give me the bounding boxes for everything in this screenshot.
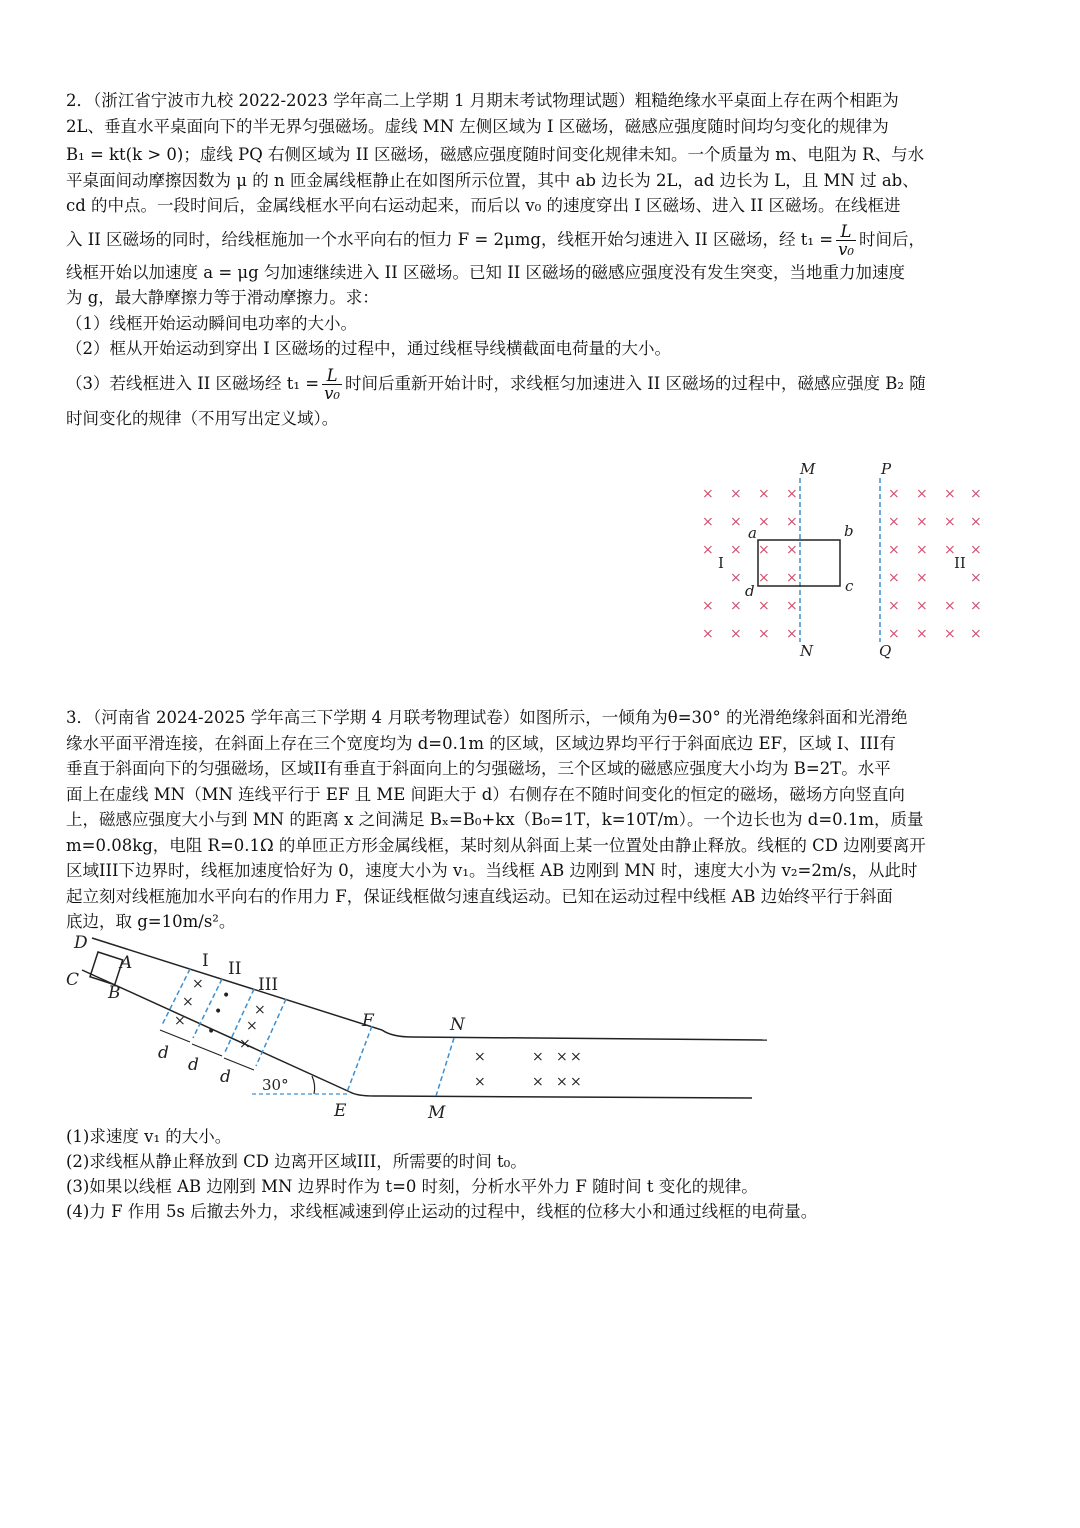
q2-cross: ×	[916, 514, 928, 530]
q2-cross: ×	[888, 542, 900, 558]
q3-field-horizontal: ×	[474, 1074, 486, 1090]
q3-square-frame	[90, 952, 123, 985]
q2-field-right	[888, 486, 982, 642]
q2-cross: ×	[730, 542, 742, 558]
q3-field-in: ×	[182, 994, 194, 1010]
q2-cross: ×	[970, 514, 982, 530]
q2-label-d: d	[745, 582, 755, 600]
q2-line-6	[66, 223, 1010, 258]
q2-cross: ×	[758, 598, 770, 614]
q3-label-m: M	[428, 1103, 446, 1123]
q3-label-n: N	[450, 1015, 465, 1035]
q3-label-f: F	[362, 1011, 374, 1031]
q3-line-4: 面上在虚线 MN（MN 连线平行于 EF 且 ME 间距大于 d）右侧存在不随时间变化的恒定的磁场，磁场方向竖直向	[66, 784, 905, 804]
q3-horizontal-lower	[374, 1096, 752, 1098]
q2-cross: ×	[916, 542, 928, 558]
q2-cross: ×	[758, 486, 770, 502]
q3-label-d-corner: D	[74, 933, 88, 953]
q2-label-region-ii: II	[954, 554, 966, 572]
q3-boundary-ef	[347, 1026, 372, 1092]
q2-label-c: c	[845, 577, 854, 595]
q3-field-out: •	[207, 1024, 216, 1040]
q2-cross: ×	[702, 486, 714, 502]
q2-label-b: b	[844, 522, 854, 540]
q2-cross: ×	[786, 598, 798, 614]
q2-cross: ×	[786, 514, 798, 530]
q2-subquestion-1: （1）线框开始运动瞬间电功率的大小。	[66, 313, 357, 333]
q2-line-4: 平桌面间动摩擦因数为 μ 的 n 匝金属线框静止在如图所示位置，其中 ab 边长为 2L，ad 边长为 L，且 MN 过 ab、	[66, 170, 919, 190]
q2-label-m: M	[800, 460, 816, 478]
q3-label-c-corner: C	[66, 970, 80, 990]
q3-subquestion-2: (2)求线框从静止释放到 CD 边离开区域III，所需要的时间 t₀。	[66, 1152, 527, 1171]
q2-label-n: N	[800, 642, 814, 660]
q2-line-3: B₁ = kt(k > 0)；虚线 PQ 右侧区域为 II 区磁场，磁感应强度随时间变化规律未知。一个质量为 m、电阻为 R、与水	[66, 145, 925, 164]
q2-cross: ×	[786, 626, 798, 642]
q2-t1-fraction	[836, 223, 856, 258]
q2-subquestion-2: （2）框从开始运动到穿出 I 区磁场的过程中，通过线框导线横截面电荷量的大小。	[66, 339, 672, 358]
q2-cross: ×	[944, 626, 956, 642]
q2-cross: ×	[786, 542, 798, 558]
q2-cross: ×	[970, 542, 982, 558]
q2-label-a: a	[748, 524, 757, 542]
q2-cross: ×	[730, 626, 742, 642]
q2-sub3-b: 时间后重新开始计时，求线框匀加速进入 II 区磁场的过程中，磁感应强度 B₂ 随	[345, 373, 926, 393]
q2-cross: ×	[730, 598, 742, 614]
q2-label-p: P	[881, 460, 892, 478]
q3-transition-upper	[382, 1030, 412, 1037]
q2-cross: ×	[702, 514, 714, 530]
q3-field-out: •	[222, 988, 231, 1004]
q2-label-q: Q	[879, 642, 892, 660]
q3-label-width-1: d	[158, 1043, 169, 1063]
q2-cross: ×	[916, 486, 928, 502]
q3-width-arrow-1	[160, 1030, 190, 1042]
q2-t1-denominator: v₀	[838, 239, 854, 259]
q2-cross: ×	[702, 598, 714, 614]
q3-label-angle: 30°	[262, 1076, 289, 1094]
q3-field-in: ×	[174, 1013, 186, 1029]
q2-cross: ×	[730, 570, 742, 586]
q2-line-2: 2L、垂直水平桌面向下的半无界匀强磁场。虚线 MN 左侧区域为 I 区磁场，磁感应强度随时间均匀变化的规律为	[66, 116, 889, 136]
q2-subquestion-3-cont: 时间变化的规律（不用写出定义域）。	[66, 408, 339, 428]
q3-field-horizontal: ×	[474, 1049, 486, 1065]
q2-cross: ×	[888, 514, 900, 530]
q2-cross: ×	[970, 486, 982, 502]
q3-label-b-corner: B	[108, 983, 121, 1003]
q2-cross: ×	[758, 514, 770, 530]
q3-field-horizontal: ×	[556, 1074, 568, 1090]
q2-line-8: 为 g，最大静摩擦力等于滑动摩擦力。求：	[66, 288, 379, 307]
q2-t1-numerator: L	[836, 223, 856, 241]
q3-label-a-corner: A	[120, 953, 133, 973]
q2-cross: ×	[916, 626, 928, 642]
q3-field-in: ×	[254, 1002, 266, 1018]
q3-line-7: 区域III下边界时，线框加速度恰好为 0，速度大小为 v₁。当线框 AB 边刚到 MN 时，速度大小为 v₂=2m/s，从此时	[66, 861, 918, 880]
q2-cross: ×	[758, 570, 770, 586]
q3-line-5: 上，磁感应强度大小与到 MN 的距离 x 之间满足 Bₓ=B₀+kx（B₀=1T，k=10T/m）。一个边长也为 d=0.1m，质量	[66, 810, 924, 829]
q2-cross: ×	[888, 598, 900, 614]
q3-field-in: ×	[192, 976, 204, 992]
q2-cross: ×	[702, 542, 714, 558]
q2-cross: ×	[730, 486, 742, 502]
q3-line-3: 垂直于斜面向下的匀强磁场，区域II有垂直于斜面向上的匀强磁场，三个区域的磁感应强度大小均为 B=2T。水平	[66, 759, 891, 778]
q3-line-1	[66, 705, 1010, 731]
q3-incline-upper	[92, 938, 382, 1030]
q3-incline-lower	[82, 970, 350, 1092]
q2-cross: ×	[944, 542, 956, 558]
q3-label-region-ii: II	[228, 959, 242, 979]
q2-cross: ×	[888, 486, 900, 502]
q2-cross: ×	[786, 486, 798, 502]
q3-line-8: 起立刻对线框施加水平向右的作用力 F，保证线框做匀速直线运动。已知在运动过程中线框 AB 边始终平行于斜面	[66, 886, 893, 906]
q2-cross: ×	[916, 598, 928, 614]
q2-cross: ×	[758, 626, 770, 642]
q2-cross: ×	[702, 626, 714, 642]
q3-field-horizontal: ×	[570, 1074, 582, 1090]
q2-line-1-rest: 粗糙绝缘水平桌面上存在两个相距为	[634, 91, 899, 110]
q3-boundary-mn	[436, 1038, 454, 1096]
q2-line-6-b: 时间后，	[859, 229, 925, 249]
q2-cross: ×	[970, 598, 982, 614]
q2-sub3-a: （3）若线框进入 II 区磁场经 t₁ =	[66, 373, 320, 393]
q2-line-6-a: 入 II 区磁场的同时，给线框施加一个水平向右的恒力 F = 2μmg，线框开始匀速进入 II 区磁场，经 t₁ =	[66, 229, 834, 249]
q3-figure	[62, 930, 772, 1130]
q3-label-region-i: I	[202, 951, 209, 971]
q2-sub3-fraction	[322, 367, 342, 402]
q2-cross: ×	[944, 486, 956, 502]
q3-field-horizontal: ×	[556, 1049, 568, 1065]
q2-cross: ×	[944, 514, 956, 530]
q3-subquestions	[66, 1124, 1010, 1224]
question-2	[66, 88, 1010, 431]
q3-subquestion-4: (4)力 F 作用 5s 后撤去外力，求线框减速到停止运动的过程中，线框的位移大小和通过线框的电荷量。	[66, 1202, 818, 1221]
q2-line-1	[66, 88, 1010, 114]
q3-label-width-2: d	[188, 1055, 199, 1075]
q3-label-e: E	[334, 1101, 347, 1121]
q2-cross: ×	[730, 514, 742, 530]
q2-line-5: cd 的中点。一段时间后，金属线框水平向右运动起来，而后以 v₀ 的速度穿出 I 区磁场、进入 II 区磁场。在线框进	[66, 196, 901, 215]
q2-number: 2．	[66, 91, 93, 110]
q2-subquestion-3	[66, 367, 1010, 402]
q2-cross: ×	[970, 626, 982, 642]
q3-line-1-text: （河南省 2024-2025 学年高三下学期 4 月联考物理试卷）如图所示，一倾角为θ=30° 的光滑绝缘斜面和光滑绝	[93, 708, 908, 727]
q2-field-left	[702, 486, 798, 642]
question-3	[66, 705, 1010, 935]
q3-subquestion-3: (3)如果以线框 AB 边刚到 MN 边界时作为 t=0 时刻，分析水平外力 F 随时间 t 变化的规律。	[66, 1177, 758, 1196]
q2-line-7: 线框开始以加速度 a = μg 匀加速继续进入 II 区磁场。已知 II 区磁场的磁感应强度没有发生突变，当地重力加速度	[66, 262, 905, 282]
q3-horizontal-upper	[412, 1037, 767, 1040]
q2-cross: ×	[758, 542, 770, 558]
q3-number: 3．	[66, 708, 93, 727]
q3-angle-arc	[312, 1076, 315, 1094]
q3-field-horizontal: ×	[532, 1049, 544, 1065]
q2-label-region-i: I	[718, 554, 724, 572]
q2-cross: ×	[970, 570, 982, 586]
q2-cross: ×	[916, 570, 928, 586]
q2-cross: ×	[888, 626, 900, 642]
q3-subquestion-1: (1)求速度 v₁ 的大小。	[66, 1127, 232, 1146]
q2-sub3-denominator: v₀	[324, 383, 341, 403]
q3-line-2: 缘水平面平滑连接，在斜面上存在三个宽度均为 d=0.1m 的区域，区域边界均平行于斜面底边 EF，区域 I、III有	[66, 733, 896, 753]
q3-field-out: •	[214, 1004, 223, 1020]
q3-field-in: ×	[239, 1036, 251, 1052]
q2-cross: ×	[786, 570, 798, 586]
q2-source: （浙江省宁波市九校 2022-2023 学年高二上学期 1 月期末考试物理试题）	[93, 91, 635, 110]
q3-transition-lower	[350, 1092, 374, 1096]
q3-label-region-iii: III	[258, 975, 279, 995]
q2-sub3-numerator: L	[322, 367, 342, 385]
q3-line-9: 底边，取 g=10m/s²。	[66, 912, 236, 931]
q3-label-width-3: d	[220, 1067, 231, 1087]
q2-figure	[690, 458, 990, 663]
q3-field-horizontal: ×	[532, 1074, 544, 1090]
q3-field-in: ×	[246, 1018, 258, 1034]
q3-field-horizontal: ×	[570, 1049, 582, 1065]
q2-wire-frame	[758, 540, 840, 586]
q2-cross: ×	[888, 570, 900, 586]
q2-cross: ×	[944, 598, 956, 614]
q3-line-6: m=0.08kg，电阻 R=0.1Ω 的单匝正方形金属线框，某时刻从斜面上某一位置处由静止释放。线框的 CD 边刚要离开	[66, 835, 926, 855]
